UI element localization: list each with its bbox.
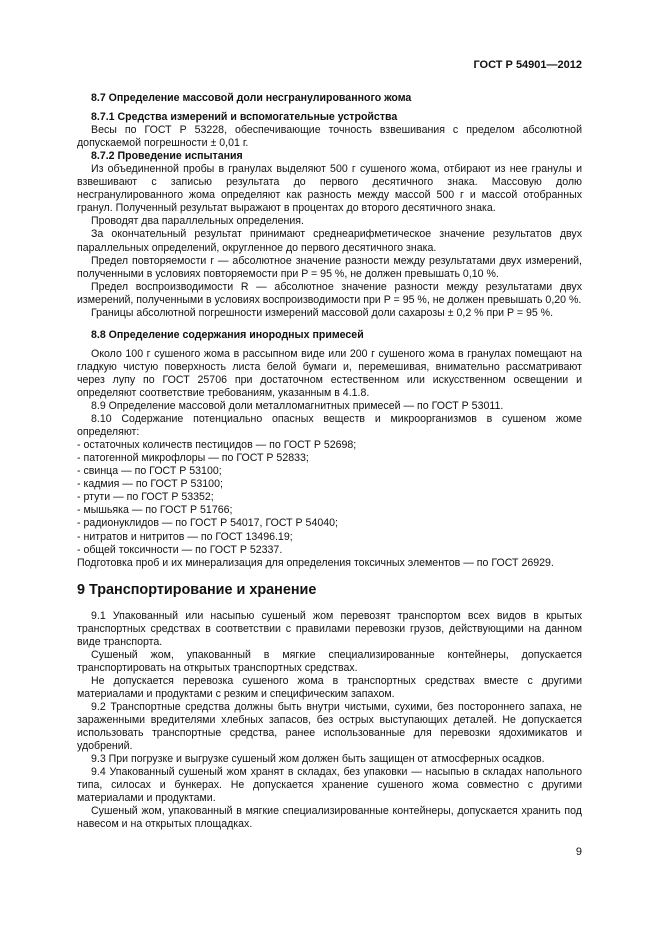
section-8-8-paragraph: Около 100 г сушеного жома в рассыпном виде или 200 г сушеного жома в гранулах помещают на гладкую чистую поверхность листа белой бумаги и, перемешивая, внимательно рассматривают через лупу по ГОСТ 25706 при достаточном естественном или искусственном освещении и определяют соответствие требованиям, указанным в 4.1.8. — [77, 347, 582, 399]
section-9-title: 9 Транспортирование и хранение — [77, 581, 317, 598]
section-8-7-2-paragraph-1: Из объединенной пробы в гранулах выделяют 500 г сушеного жома, отбирают из нее гранулы и взвешивают с записью результата до первого десятичного знака. Массовую долю несгранулированного жома определяют как разность между массой 500 г и массой отобранных гранул. Полученный результат выражают в процентах до второго десятичного знака. — [77, 163, 582, 215]
section-8-10-intro: 8.10 Содержание потенциально опасных веществ и микроорганизмов в сушеном жоме определяют: — [77, 413, 582, 439]
list-item: - свинца — по ГОСТ Р 53100; — [77, 465, 222, 478]
section-8-7-2-paragraph-2: Проводят два параллельных определения. — [91, 215, 304, 228]
hazardous-substances-list — [77, 439, 582, 556]
repeatability-limit-paragraph: Предел повторяемости r — абсолютное значение разности между результатами двух измерений, полученными в условиях повторяемости при P = 95 %, не должен превышать 0,10 %. — [77, 254, 582, 280]
section-8-7-1-text: Весы по ГОСТ Р 53228, обеспечивающие точность взвешивания с пределом абсолютной допускаемой погрешности ± 0,01 г. — [77, 124, 582, 150]
section-9-paragraph-4: 9.2 Транспортные средства должны быть внутри чистыми, сухими, без постороннего запаха, не зараженными вредителями хлебных запасов, без острых выступающих деталей. Не допускается использовать транспортные средства, ранее использованные для перевозки ядохимикатов и удобрений. — [77, 700, 582, 753]
section-8-7-title: 8.7 Определение массовой доли несгранулированного жома — [91, 92, 412, 104]
section-8-8-title: 8.8 Определение содержания инородных примесей — [91, 328, 364, 341]
section-9-paragraph-7: Сушеный жом, упакованный в мягкие специализированные контейнеры, допускается хранить под навесом и на открытых площадках. — [77, 805, 582, 831]
section-8-9-text: 8.9 Определение массовой доли металломагнитных примесей — по ГОСТ Р 53011. — [91, 400, 504, 413]
document-code-header: ГОСТ Р 54901—2012 — [473, 59, 582, 71]
error-bounds-paragraph: Границы абсолютной погрешности измерений массовой доли сахарозы ± 0,2 % при P = 95 %. — [91, 306, 554, 319]
list-item: - радионуклидов — по ГОСТ Р 54017, ГОСТ Р 54040; — [77, 517, 338, 530]
section-9-paragraph-3: Не допускается перевозка сушеного жома в транспортных средствах вместе с другими материалами и продуктами с резким и специфическим запахом. — [77, 674, 582, 700]
page-content — [77, 92, 582, 831]
section-9-paragraph-5: 9.3 При погрузке и выгрузке сушеный жом должен быть защищен от атмосферных осадков. — [91, 753, 545, 766]
section-8-7-2-paragraph-3: За окончательный результат принимают среднеарифметическое значение результатов двух параллельных определений, округленное до первого десятичного знака. — [77, 228, 582, 254]
section-9-paragraph-1: 9.1 Упакованный или насыпью сушеный жом перевозят транспортом всех видов в крытых транспортных средствах в соответствии с правилами перевозки грузов, действующими на данном виде транспорта. — [77, 609, 582, 648]
section-8-7-2-title: 8.7.2 Проведение испытания — [91, 150, 243, 163]
list-item: - кадмия — по ГОСТ Р 53100; — [77, 478, 223, 491]
section-8-7-1-title: 8.7.1 Средства измерений и вспомогательные устройства — [91, 111, 398, 124]
list-item: - патогенной микрофлоры — по ГОСТ Р 52833; — [77, 452, 309, 465]
list-item: - ртути — по ГОСТ Р 53352; — [77, 491, 214, 504]
sample-preparation-paragraph: Подготовка проб и их минерализация для определения токсичных элементов — по ГОСТ 26929. — [77, 556, 554, 569]
list-item: - мышьяка — по ГОСТ Р 51766; — [77, 504, 233, 517]
list-item: - общей токсичности — по ГОСТ Р 52337. — [77, 543, 283, 556]
reproducibility-limit-paragraph: Предел воспроизводимости R — абсолютное значение разности между результатами двух измерений, полученными в условиях воспроизводимости при P = 95 %, не должен превышать 0,20 %. — [77, 280, 582, 306]
list-item: - нитратов и нитритов — по ГОСТ 13496.19; — [77, 530, 293, 543]
section-9-paragraph-2: Сушеный жом, упакованный в мягкие специализированные контейнеры, допускается транспортировать на открытых транспортных средствах. — [77, 648, 582, 674]
section-9-paragraph-6: 9.4 Упакованный сушеный жом хранят в складах, без упаковки — насыпью в складах напольного типа, силосах и бункерах. Не допускается хранение сушеного жома совместно с другими материалами и продуктами. — [77, 766, 582, 805]
page-number: 9 — [575, 846, 582, 858]
list-item: - остаточных количеств пестицидов — по ГОСТ Р 52698; — [77, 439, 357, 452]
